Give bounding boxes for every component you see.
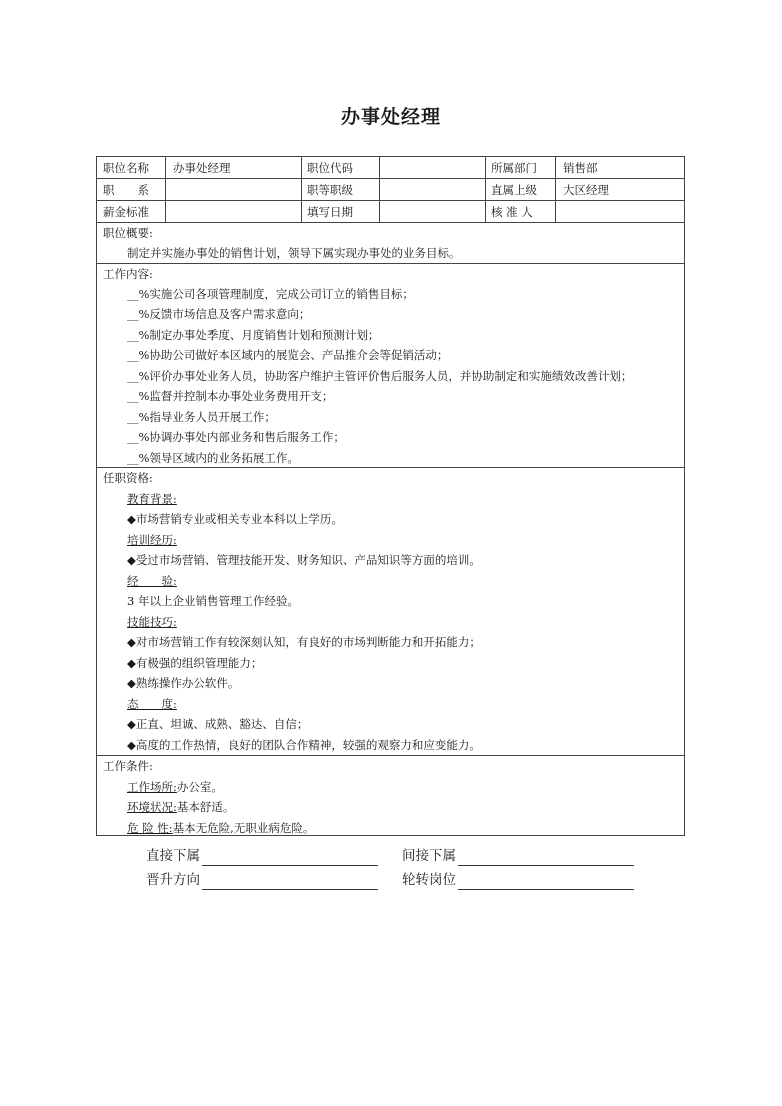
duty-item: __%领导区域内的业务拓展工作。 <box>127 451 299 465</box>
rotation-blank <box>458 873 634 890</box>
direct-subordinates-blank <box>202 849 378 866</box>
duty-item: __%指导业务人员开展工作； <box>127 410 276 424</box>
duty-item: __%监督并控制本办事处业务费用开支； <box>127 389 334 403</box>
work-risk <box>127 820 314 836</box>
work-environment <box>127 799 234 815</box>
label-department: 所属部门 <box>491 161 537 175</box>
experience-text: 3 年以上企业销售管理工作经验。 <box>127 594 299 608</box>
label-job-family: 职 系 <box>103 183 149 197</box>
training-label: 培训经历: <box>127 533 177 547</box>
work-place <box>127 779 223 795</box>
attitude-label: 态 度: <box>127 697 177 711</box>
skill-item: ◆熟练操作办公软件。 <box>127 676 240 690</box>
rotation-field <box>402 870 634 890</box>
skills-label: 技能技巧: <box>127 615 177 629</box>
indirect-subordinates-blank <box>458 849 634 866</box>
qualifications-heading: 任职资格: <box>103 471 153 485</box>
label-supervisor: 直属上级 <box>491 183 537 197</box>
skill-item: ◆对市场营销工作有较深刻认知，有良好的市场判断能力和开拓能力； <box>127 635 481 649</box>
work-risk-label: 危 险 性: <box>127 821 173 835</box>
job-description-table <box>96 156 685 836</box>
duty-item: __%协调办事处内部业务和售后服务工作； <box>127 430 345 444</box>
label-salary: 薪金标准 <box>103 205 149 219</box>
label-fill-date: 填写日期 <box>307 205 353 219</box>
indirect-subordinates-field <box>402 846 634 866</box>
duty-item: __%评价办事处业务人员，协助客户维护主管评价售后服务人员，并协助制定和实施绩效改善计划； <box>127 369 633 383</box>
work-risk-value: 基本无危险,无职业病危险。 <box>172 821 315 835</box>
value-position-name: 办事处经理 <box>173 161 231 175</box>
attitude-item: ◆高度的工作热情，良好的团队合作精神，较强的观察力和应变能力。 <box>127 738 481 752</box>
training-text: ◆受过市场营销、管理技能开发、财务知识、产品知识等方面的培训。 <box>127 553 481 567</box>
duty-item: __%反馈市场信息及客户需求意向； <box>127 307 311 321</box>
work-place-value: 办公室。 <box>176 780 223 794</box>
experience-label: 经 验: <box>127 574 177 588</box>
summary-text: 制定并实施办事处的销售计划，领导下属实现办事处的业务目标。 <box>127 246 461 260</box>
work-place-label: 工作场所: <box>127 780 177 794</box>
direct-subordinates-label: 直接下属 <box>146 848 200 864</box>
value-department: 销售部 <box>563 161 598 175</box>
education-text: ◆市场营销专业或相关专业本科以上学历。 <box>127 512 343 526</box>
promotion-blank <box>202 873 378 890</box>
promotion-field <box>146 870 378 890</box>
duties-heading: 工作内容: <box>103 267 153 281</box>
label-position-code: 职位代码 <box>307 161 353 175</box>
work-environment-label: 环境状况: <box>127 800 177 814</box>
education-label: 教育背景: <box>127 492 177 506</box>
label-job-grade: 职等职级 <box>307 183 353 197</box>
label-position-name: 职位名称 <box>103 161 149 175</box>
duty-item: __%实施公司各项管理制度，完成公司订立的销售目标； <box>127 287 414 301</box>
attitude-item: ◆正直、坦诚、成熟、豁达、自信； <box>127 717 309 731</box>
page-title: 办事处经理 <box>340 106 441 128</box>
summary-heading: 职位概要: <box>103 226 153 240</box>
direct-subordinates-field <box>146 846 378 866</box>
duty-item: __%协助公司做好本区域内的展览会、产品推介会等促销活动； <box>127 348 449 362</box>
promotion-label: 晋升方向 <box>146 872 200 888</box>
duty-item: __%制定办事处季度、月度销售计划和预测计划； <box>127 328 380 342</box>
skill-item: ◆有极强的组织管理能力； <box>127 656 263 670</box>
rotation-label: 轮转岗位 <box>402 872 456 888</box>
label-approver: 核 准 人 <box>491 205 533 219</box>
work-environment-value: 基本舒适。 <box>176 800 235 814</box>
indirect-subordinates-label: 间接下属 <box>402 848 456 864</box>
conditions-heading: 工作条件: <box>103 759 153 773</box>
value-supervisor: 大区经理 <box>563 183 609 197</box>
